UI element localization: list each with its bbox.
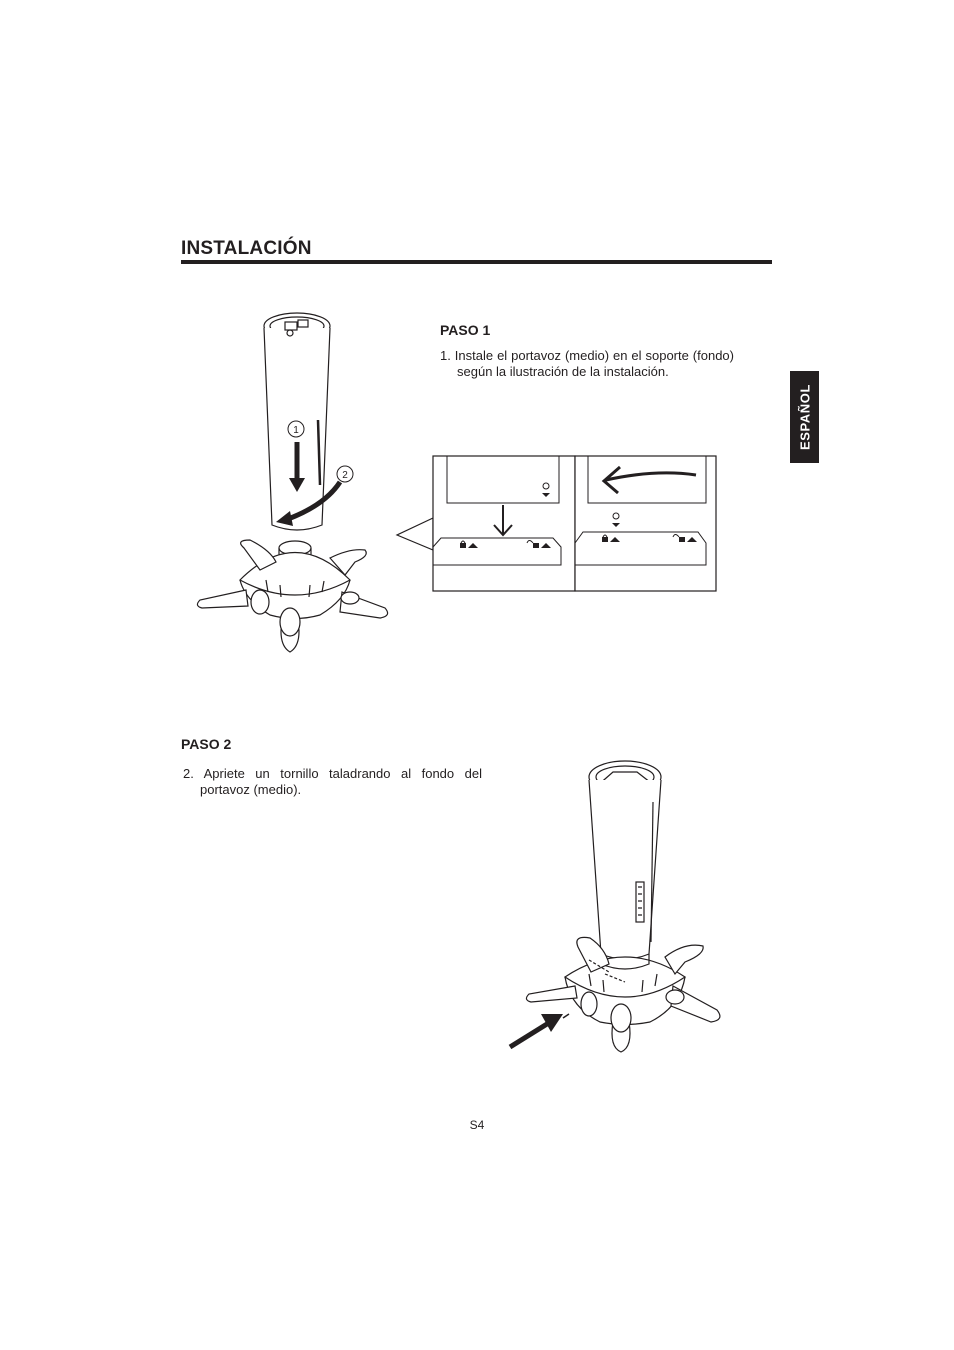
- language-tab-label: ESPAÑOL: [797, 383, 812, 451]
- screw-arrow-icon: [510, 1014, 569, 1047]
- page-title: INSTALACIÓN: [181, 238, 312, 259]
- step1-detail-panel: [396, 455, 718, 593]
- page-number: S4: [469, 1118, 485, 1132]
- language-tab: [790, 371, 819, 463]
- step2-heading: PASO 2: [181, 736, 232, 752]
- step2-tower-illustration: [505, 742, 727, 1054]
- step1-text: 1. Instale el portavoz (medio) en el soporte (fondo) según la ilustración de la instalación.: [440, 348, 734, 379]
- callout-2: 2: [342, 470, 348, 481]
- title-rule: [181, 260, 772, 264]
- step1-tower-illustration: [190, 300, 400, 660]
- step2-text: 2. Apriete un tornillo taladrando al fondo del portavoz (medio).: [183, 766, 482, 797]
- callout-1: 1: [293, 425, 299, 436]
- step1-heading: PASO 1: [440, 322, 491, 338]
